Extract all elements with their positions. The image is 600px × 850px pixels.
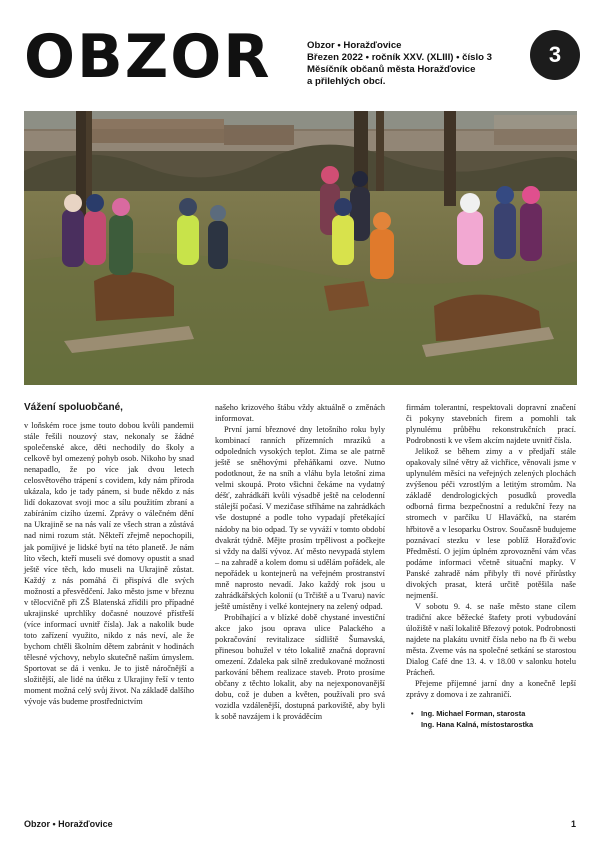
masthead: [24, 24, 580, 94]
paragraph: v loňském roce jsme touto dobou kvůli pandemii stále řešili nouzový stav, nekonaly se žádné společenské akce, děti nechodily do školy a celkově byl omezený pohyb osob. Nikoho by snad nenapadlo, že po více jak dvou letech celosvětového trápení s covidem, kdy nám příroda ukázala, kdo je tady pánem, si bude někdo z nás lidí dokazovat svoji moc a sílu použitím zbraní a zabíráním cizího území. Zprávy o válečném dění na Ukrajině se na nás valí ze všech stran a zůstává nad nimi rozum stát. Někteří zřejmě nepochopili, jak pomíjivé je lidské bytí na této planetě. Je nám líto všech, kteří museli své domovy opustit a snad ještě více těch, kdo museli na Ukrajině zůstat. Každý z nás pomáhá či přispívá dle svých možností a přesvědčení. Jako město jsme v březnu v tělocvičně při ZŠ Blatenská zřídili pro případné ukrajinské uprchlíky dočasné nouzové přístřeší (více informací uvnitř čísla). Jak a nakolik bude toto zařízení využito, nikdo z nás neví, ale že bychom chtěli školním dětem zabránit v hodinách tělesné výchovy, nebylo skutečně naším úmyslem. Sportovat se dá i venku. Je to jistě náročnější a složitější, ale lidé na útěku z Ukrajiny řeší v tento moment možná celý svůj život. Na základě dalšího vývoje vás budeme prostřednictvím: [24, 421, 194, 707]
article-column-2: [215, 402, 385, 810]
signature-bullet-dot: •: [411, 709, 414, 719]
logo: OBZOR: [24, 22, 272, 92]
subtitle-line-2: a přilehlých obcí.: [307, 76, 386, 87]
signature-line: [406, 719, 576, 730]
article-column-1: [24, 402, 194, 810]
signature-name: Ing. Hana Kalná, místostarostka: [421, 720, 534, 730]
issue-line: Březen 2022 • ročník XXV. (XLIII) • číslo 3: [307, 52, 492, 63]
page-number: 1: [570, 819, 576, 829]
paragraph: Jelikož se během zimy a v předjaří stále opakovaly silné větry až vichřice, věnovali jsme v uplynulém měsíci na veřejných zelených plochách zvýšenou péči vzrostlým a letitým stromům. Na základě dendrologických posudků provedla odborná firma bezpečnostní a redukční řezy na stromech v parčíku U Hlaváčků, na starém hřbitově a v lesoparku Ostrov. Současně budujeme poznávací stezku v lese poblíž Horažďovic Předměstí. O jejím úplném zprovoznění vám včas podáme informaci včetně situační mapky. V Panské zahradě nám přibyly tři nové přírůstky divokých prasat, která určitě potěšila naše nejmenší.: [406, 447, 576, 600]
paragraph: našeho krizového štábu vždy aktuálně o změnách informovat.: [215, 403, 385, 424]
issue-info: [307, 40, 527, 88]
issue-number-badge: 3: [530, 30, 580, 80]
cover-photo: [24, 111, 577, 385]
signature-name: Ing. Michael Forman, starosta: [421, 709, 526, 719]
footer-publication: Obzor • Horažďovice: [24, 819, 113, 829]
paragraph: firmám tolerantní, respektovali dopravní značení či pokyny stavebních firem a pomohli tak plynulému průběhu rekonstrukčních prací. Podrobnosti k ve všem akcím najdete uvnitř čísla.: [406, 403, 576, 446]
paragraph: V sobotu 9. 4. se naše město stane cílem tradiční akce běžecké štafety proti vybudování úložiště v naší lokalitě Březový potok. Podrobnosti najdete na plakátu uvnitř čísla nebo na fb či webu města. Zveme vás na společné setkání se starostou Dialog Café dne 13. 4. v 18.00 v salonku hotelu Prácheň.: [406, 601, 576, 678]
subtitle-line-1: Měsíčník občanů města Horažďovice: [307, 64, 476, 75]
article-column-3: [406, 402, 576, 810]
publisher-line: Obzor • Horažďovice: [307, 40, 402, 51]
signature-block: [406, 708, 576, 730]
paragraph: Probíhající a v blízké době chystané investiční akce jako jsou oprava ulice Palackého a pokračování revitalizace sídliště Šumavská, přinesou bohužel v této lokalitě značná dopravní omezení. Zdaleka pak silně zredukované možnosti parkování během realizace staveb. Proto prosíme občany z těchto lokalit, aby na nejexponovanější dobu, což je duben a květen, používali pro svá vozidla vzdálenější, dostupná parkoviště, aby byli k sobě navzájem i k prováděcím: [215, 612, 385, 722]
signature-line: [406, 708, 576, 719]
article-columns: [24, 402, 576, 810]
salutation: Vážení spoluobčané,: [24, 402, 123, 413]
paragraph: Přejeme příjemné jarní dny a konečně lepší zprávy z domova i ze zahraničí.: [406, 679, 576, 700]
paragraph: První jarní březnové dny letošního roku byly kombinací ranních přízemních mrazíků a odpoledních vysokých teplot. Zima se ale patrně ještě se sněhovými přeháňkami ozve. Nutno podotknout, že na sníh a vláhu byla letošní zima velmi skoupá. Proto všichni čekáme na vydatný déšť, zahrádkáři kvůli výsadbě ještě na celodenní stálejší počasí. V mezičase stříháme na zahrádkách vše dostupné a podle toho vypadají přetékající nádoby na bio odpad. Ty se vyváží v tomto období dvakrát týdně. Mějte prosím trpělivost a počkejte si vždy na další vývoz. Ať město nevypadá stylem – na zahradě a kolem domu si udělám pořádek, ale nepořádek u kontejnerů na veřejném prostranství mně naprosto nevadí. Jako každý rok jsou u zahrádkářských kolonií (u Trčiště a u Tvaru) navíc ještě umístěny i velké kontejnery na zelený odpad.: [215, 425, 385, 611]
page-footer: [24, 819, 576, 833]
